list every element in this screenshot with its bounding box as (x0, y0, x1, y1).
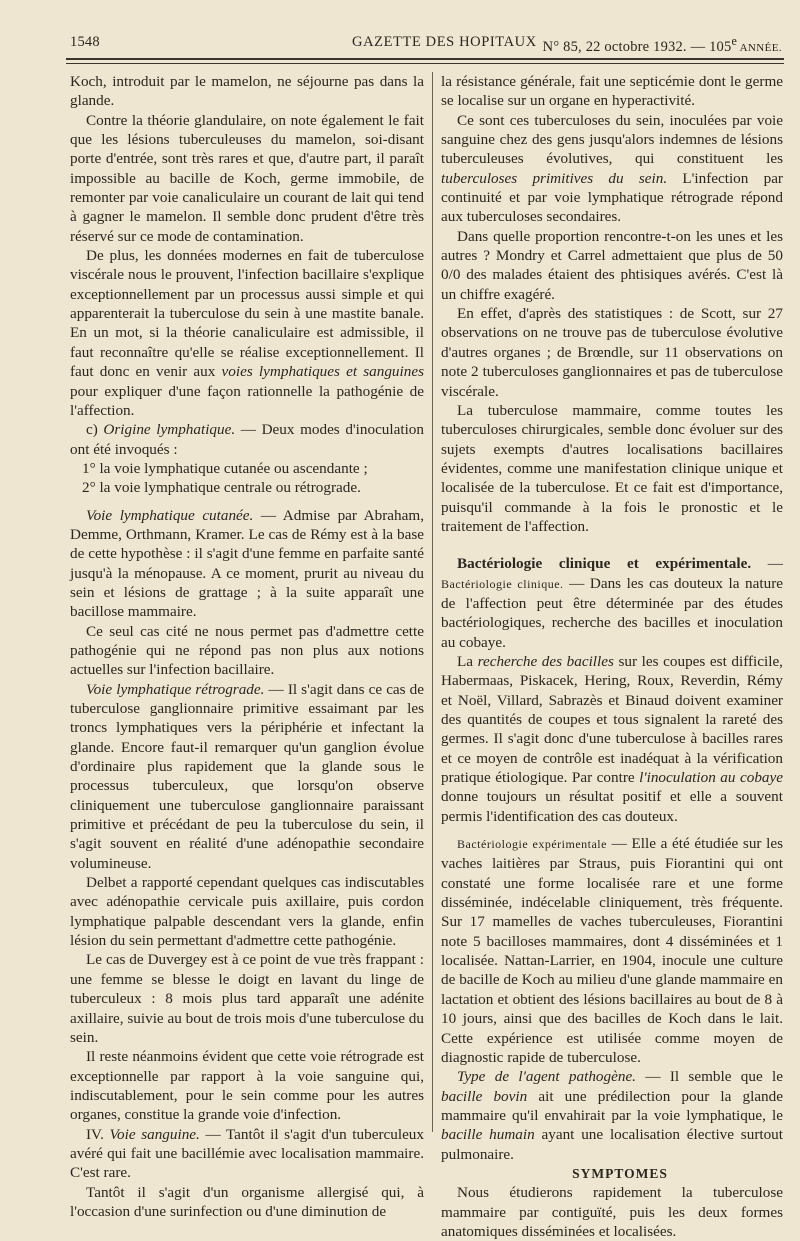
paragraph: La recherche des bacilles sur les coupes est difficile, Habermaas, Piskacek, Hering, Roux, Reverdin, Rémy et Noël, Villard, Sabrazès et Binaud doivent examiner des quantités de coupes et tous signalent la rareté des germes. Il s'agit donc d'une tuberculose à bacilles rares et ce moyen de contrôle est inadéquat à la vérification pratique étiologique. Par contre l'inoculation au cobaye donne toujours un résultat positif et elle a souvent permis l'identification des cas douteux. (441, 652, 784, 825)
section-title: SYMPTOMES (572, 1165, 668, 1181)
paragraph: Koch, introduit par le mamelon, ne séjourne pas dans la glande. (70, 73, 424, 110)
paragraph: Ce seul cas cité ne nous permet pas d'admettre cette pathogénie qui ne répond pas non plus aux notions actuelles sur l'infection bacillaire. (70, 622, 424, 679)
header-rule-thick (66, 58, 784, 60)
paragraph: Bactériologie expérimentale — Elle a été étudiée sur les vaches laitières par Straus, puis Fiorantini qui ont constaté une forme localisée rare et une forme disséminée, indécelable cliniquement, très fréquente. Sur 17 mamelles de vaches tuberculeuses, Fiorantini note 5 bacilloses mammaires, dont 4 disséminées et 1 localisée. Nattan-Larrier, en 1904, inocule une culture de bacille de Koch au milieu d'une glande mammaire en lactation et obtient des lésions bacillaires au bout de 8 à 10 jours, ainsi que des bacilles de Koch dans le lait. Cette expérience est utilisée comme moyen de diagnostic rapide de tuberculose. (441, 835, 784, 1066)
paragraph: IV. Voie sanguine. — Tantôt il s'agit d'un tuberculeux avéré qui fait une bacillémie avec localisation mammaire. C'est rare. (70, 1125, 424, 1182)
list-item: 2° la voie lymphatique centrale ou rétrograde. (82, 479, 361, 497)
paragraph: Tantôt il s'agit d'un organisme allergisé qui, à l'occasion d'une surinfection ou d'une diminution de (70, 1183, 424, 1220)
section-paragraph: Bactériologie clinique et expérimentale. — Bactériologie clinique. — Dans les cas douteux la nature de l'affection peut être déterminée par des études bactériologiques, recherche des bacilles et inoculation au cobaye. (441, 555, 783, 651)
paragraph: De plus, les données modernes en fait de tuberculose viscérale nous le prouvent, l'infection bacillaire s'explique exceptionnellement par un processus aussi simple et qui apparenterait la tuberculose du sein à une mastite banale. En un mot, si la théorie canaliculaire est admissible, il faut reconnaître qu'elle se réalise exceptionnellement. Il faut donc en venir aux voies lymphatiques et sanguines pour expliquer d'une façon rationnelle la pathogénie de l'affection. (70, 247, 424, 419)
subheading-paragraph: c) Origine lymphatique. — Deux modes d'inoculation ont été invoqués : (70, 421, 424, 458)
paragraph: Le cas de Duvergey est à ce point de vue très frappant : une femme se blesse le doigt en lavant du linge de tuberculeux : 8 mois plus tard apparaît une adénite axillaire, suivie au bout de trois mois d'une tuberculose du sein. (70, 951, 424, 1046)
right-column (441, 72, 783, 1241)
issue-info: N° 85, 22 octobre 1932. — 105e ANNÉE. (542, 34, 782, 55)
paragraph: Ce sont ces tuberculoses du sein, inoculées par voie sanguine chez des gens jusqu'alors indemnes de lésions tuberculeuses évolutives, qui constituent les tuberculoses primitives du sein. L'infection par continuité et par voie lymphatique rétrograde répond aux tuberculoses secondaires. (441, 111, 783, 226)
journal-title: GAZETTE DES HOPITAUX (352, 34, 537, 50)
paragraph: Dans quelle proportion rencontre-t-on les unes et les autres ? Mondry et Carrel admettaient que plus de 50 0/0 des malades étaient des phtisiques avérés. C'est là un chiffre exagéré. (441, 227, 783, 303)
list-item: 1° la voie lymphatique cutanée ou ascendante ; (82, 459, 368, 477)
page-number: 1548 (70, 34, 100, 50)
paragraph: Type de l'agent pathogène. — Il semble que le bacille bovin ait une prédilection pour la glande mammaire qu'il envahirait par la voie lymphatique, le bacille humain ayant une localisation élective surtout pulmonaire. (441, 1068, 783, 1163)
left-column (70, 72, 424, 1221)
paragraph: La tuberculose mammaire, comme toutes les tuberculoses chirurgicales, semble donc évoluer sur des sujets exempts d'autres localisations bacillaires évidentes, comme une manifestation clinique unique et localisée de la tuberculose. Et ce fait est d'importance, puisqu'il commande à la fois le pronostic et le traitement de l'affection. (441, 401, 783, 535)
paragraph: Contre la théorie glandulaire, on note également le fait que les lésions tuberculeuses du mamelon, soi-disant porte d'entrée, sont très rares et que, d'autre part, il paraît impossible au bacille de Koch, germe immobile, de remonter par voie canaliculaire un courant de lait qui tend à gagner le mamelon. Il semble donc prudent d'être très réservé sur ce mode de contamination. (70, 111, 424, 245)
paragraph: En effet, d'après des statistiques : de Scott, sur 27 observations on ne trouve pas de tuberculose évolutive d'autres organes ; de Brœndle, sur 11 observations on note 2 tuberculoses ganglionnaires et pas de tuberculose viscérale. (441, 305, 783, 400)
header-rule-thin (66, 63, 784, 64)
paragraph: Voie lymphatique cutanée. — Admise par Abraham, Demme, Orthmann, Kramer. Le cas de Rémy est à la base de cette hypothèse : il s'agit d'une femme en parfaite santé jusqu'à la ménopause. A ce moment, prurit au niveau du sein et lésions de grattage ; à la suite apparaît une bacillose mammaire. (70, 506, 424, 621)
running-header (70, 30, 782, 54)
paragraph: la résistance générale, fait une septicémie dont le germe se localise sur un organe en hyperactivité. (441, 73, 783, 110)
paragraph: Delbet a rapporté cependant quelques cas indiscutables avec adénopathie cervicale puis axillaire, puis cordon lymphatique palpable descendant vers la glande, enfin lésion du sein permettant d'admettre cette pathogénie. (70, 874, 424, 950)
paragraph: Il reste néanmoins évident que cette voie rétrograde est exceptionnelle par rapport à la voie sanguine qui, indiscutablement, pour le sein comme pour les autres organes, constitue la grande voie d'infection. (70, 1048, 424, 1124)
column-divider (432, 72, 433, 1132)
paragraph: Nous étudierons rapidement la tuberculose mammaire par contiguïté, puis les deux formes anatomiques disséminées et localisées. (441, 1184, 783, 1240)
paragraph: Voie lymphatique rétrograde. — Il s'agit dans ce cas de tuberculose ganglionnaire primitive essaimant par les troncs lymphatiques vers la périphérie et infectant la glande. Encore faut-il remarquer qu'un ganglion évolue d'ordinaire plus rapidement que la glande sous le processus tuberculeux, que lorsqu'on observe cliniquement une tuberculose ganglionnaire paraissant primitive et précédant de peu la tuberculose du sein, il s'agit souvent en réalité d'une adénopathie secondaire volumineuse. (70, 680, 425, 872)
